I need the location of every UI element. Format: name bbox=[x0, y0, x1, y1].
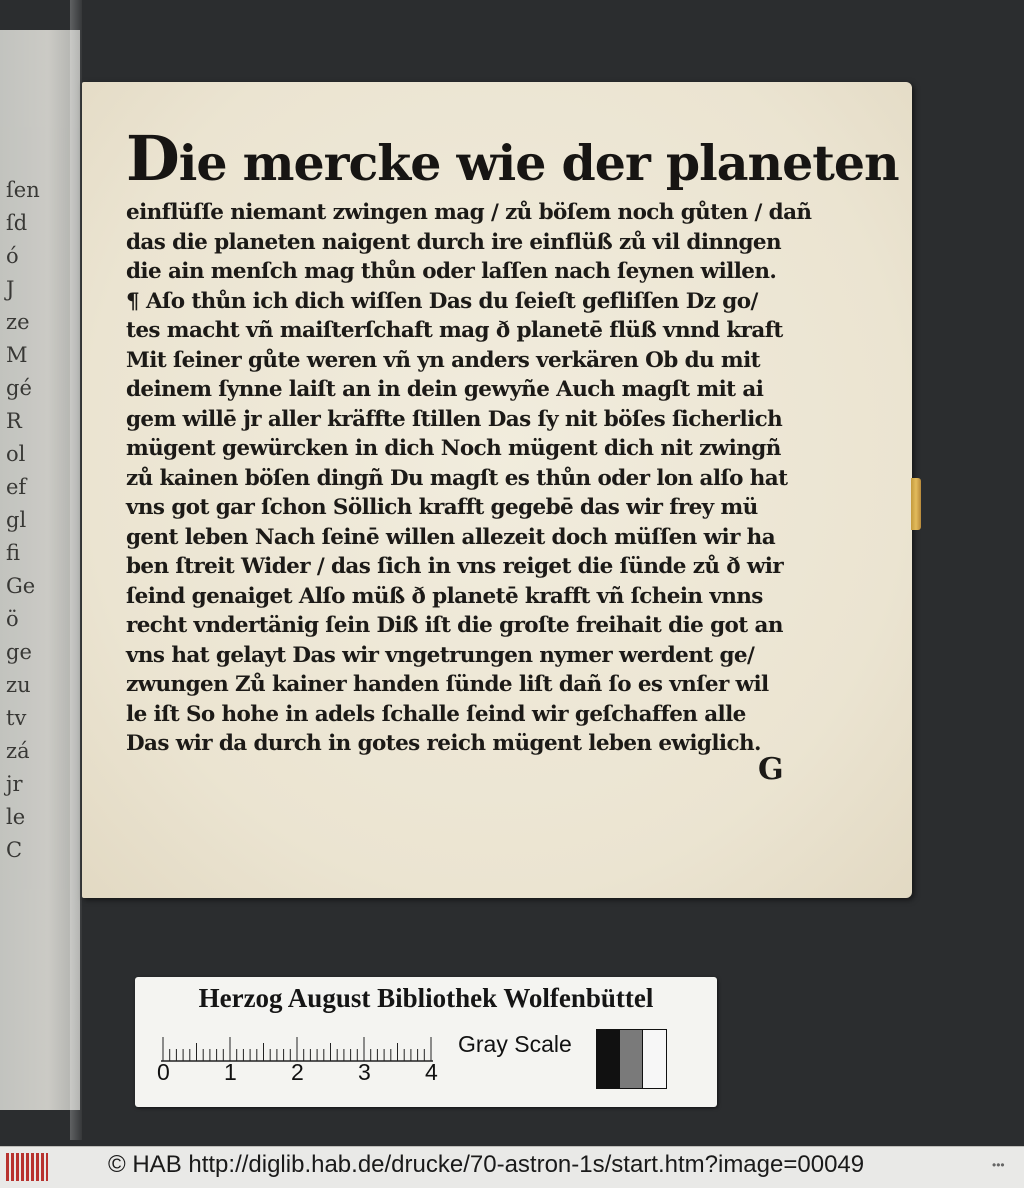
protective-sheet-edge bbox=[70, 0, 82, 1140]
previous-page-fragment: le bbox=[6, 805, 26, 829]
footer-bar bbox=[0, 1146, 1024, 1188]
ruler-label: 1 bbox=[224, 1059, 237, 1085]
calibration-card bbox=[135, 977, 717, 1107]
text-lines bbox=[126, 198, 886, 759]
previous-page-fragment: gé bbox=[6, 376, 32, 400]
previous-page-fragment: ſen bbox=[6, 178, 40, 202]
text-line: tes macht vñ maiſterſchaft mag ð planetē flüß vnnd kraft bbox=[126, 318, 783, 343]
footer-more-icon[interactable]: ••• bbox=[992, 1158, 1005, 1172]
previous-page-fragment: Ge bbox=[6, 574, 36, 598]
previous-page-strip bbox=[0, 30, 80, 1110]
bookmark-tab bbox=[911, 478, 921, 530]
text-line: vns hat gelayt Das wir vngetrungen nymer werdent ge/ bbox=[126, 642, 755, 668]
heading-initial: D bbox=[126, 122, 179, 195]
previous-page-fragment: ö bbox=[6, 607, 19, 631]
page-text-block bbox=[126, 122, 899, 759]
gray-scale-label: Gray Scale bbox=[458, 1031, 572, 1057]
previous-page-fragment: C bbox=[6, 838, 23, 862]
ruler-label: 3 bbox=[358, 1059, 371, 1085]
text-line: ſeind genaiget Alſo müß ð planetē krafft vñ ſchein vnns bbox=[126, 583, 763, 609]
signature-mark: G bbox=[758, 752, 784, 787]
text-line: zů kainen böſen dingñ Du magſt es thůn oder lon alſo hat bbox=[126, 465, 788, 491]
text-line: das die planeten naigent durch ire einflüß zů vil dinngen bbox=[126, 229, 782, 255]
gray-patch bbox=[619, 1029, 644, 1089]
previous-page-fragment: zu bbox=[6, 673, 31, 697]
gray-patch bbox=[596, 1029, 621, 1089]
text-line: Mit ſeiner gůte weren vñ yn anders verkären Ob du mit bbox=[126, 347, 760, 373]
text-line: recht vndertänig ſein Diß iſt die groſte freihait die got an bbox=[126, 613, 783, 638]
library-name: Herzog August Bibliothek Wolfenbüttel bbox=[198, 983, 654, 1013]
text-line: vns got gar ſchon Söllich krafft gegebē das wir frey mü bbox=[126, 495, 758, 520]
previous-page-fragment: ef bbox=[6, 475, 27, 499]
hab-logo-icon bbox=[6, 1153, 48, 1181]
page-heading bbox=[126, 122, 899, 195]
text-line: ben ſtreit Wider / das ſich in vns reiget die ſünde zů ð wir bbox=[126, 554, 784, 579]
previous-page-fragment: ó bbox=[6, 244, 19, 268]
scanned-page bbox=[82, 82, 912, 898]
previous-page-fragment: J bbox=[6, 277, 15, 301]
previous-page-fragment: R bbox=[6, 409, 22, 433]
text-line: Das wir da durch in gotes reich mügent leben ewiglich. bbox=[126, 731, 761, 756]
previous-page-fragment: fi bbox=[6, 541, 21, 565]
ruler-label: 2 bbox=[291, 1059, 304, 1085]
text-line: die ain menſch mag thůn oder laſſen nach ſeynen willen. bbox=[126, 259, 777, 284]
footer-copyright-url[interactable]: © HAB http://diglib.hab.de/drucke/70-astron-1s/start.htm?image=00049 bbox=[108, 1151, 865, 1178]
text-line: mügent gewürcken in dich Noch mügent dich nit zwingñ bbox=[126, 436, 781, 461]
previous-page-fragment: ſd bbox=[6, 211, 28, 235]
previous-page-fragment: zá bbox=[6, 739, 30, 763]
text-line: gem willē jr aller kräffte ſtillen Das ſy nit böſes ſicherlich bbox=[126, 406, 783, 432]
previous-page-fragment: tv bbox=[6, 706, 27, 730]
text-line: ¶ Aſo thůn ich dich wiſſen Das du ſeieſt gefliſſen Dz go/ bbox=[126, 288, 758, 314]
previous-page-fragment: ge bbox=[6, 640, 32, 664]
heading-rest: ie mercke wie der planeten bbox=[178, 134, 899, 192]
previous-page-fragment: ze bbox=[6, 310, 30, 334]
text-line: zwungen Zů kainer handen ſünde liſt dañ ſo es vnſer wil bbox=[126, 672, 769, 697]
previous-page-fragment: jr bbox=[6, 772, 23, 796]
previous-page-fragment: gl bbox=[6, 508, 27, 532]
text-line: le iſt So hohe in adels ſchalle ſeind wir geſchaffen alle bbox=[126, 701, 746, 727]
text-line: gent leben Nach ſeinē willen allezeit doch müſſen wir ha bbox=[126, 524, 776, 550]
gray-patch bbox=[642, 1029, 667, 1089]
ruler-label: 4 bbox=[425, 1059, 438, 1085]
text-line: einflüſſe niemant zwingen mag / zů böſem noch gůten / dañ bbox=[126, 200, 812, 225]
previous-page-fragment: ol bbox=[6, 442, 26, 466]
text-line: deinem ſynne laiſt an in dein gewyñe Auch magſt mit ai bbox=[126, 377, 764, 402]
ruler-label: 0 bbox=[157, 1059, 170, 1085]
previous-page-fragment: M bbox=[6, 343, 28, 367]
